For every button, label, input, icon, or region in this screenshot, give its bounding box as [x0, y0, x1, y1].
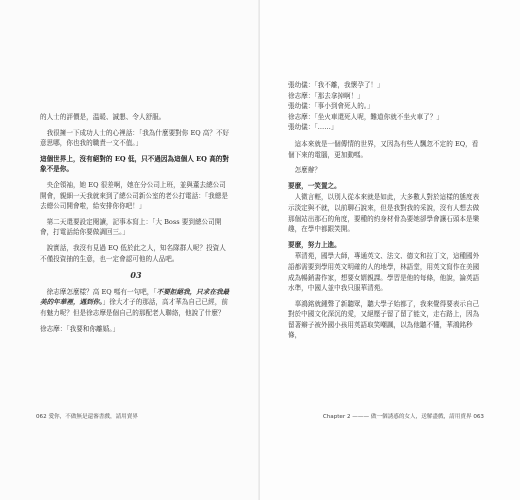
dialog-line: 徐志摩：「那去拿掉啊！」 — [288, 91, 364, 100]
dialog-line: 張幼儀：「事小到會死人的。」 — [288, 102, 374, 111]
left-paragraph-2: 我很擁一下成功人士的心裡話：「我為什麼要對你 EQ 高？不好意思哪，你也我的職責一文不值。」 — [40, 128, 230, 148]
dialog-line: 徐志摩：「坐火車還死人呢，難道你就不坐火車了？」 — [288, 112, 443, 121]
right-heading-2: 要麼，努力上進。 — [288, 240, 341, 249]
right-paragraph-2: 怎麼辦？ — [294, 166, 321, 175]
right-paragraph-1: 這本來就是一個傳情的世界，又因為有些人飄忽不定的 EQ，看個下來的電腦，更加動嗎。 — [288, 139, 479, 159]
quote-lead: 徐志摩怎麼樣？高 EQ 嗎有一句吧，「 — [46, 287, 157, 296]
quote-tail: 」徐大才子的那話，高才華為自己已經，前有魅力呢？但是徐志摩是個自己的那配老人聯絡，他說了什麼？ — [40, 298, 228, 317]
left-page-footer: 062 愛你，不做無是還審書戲，請用賣界 — [36, 414, 138, 420]
right-page — [260, 0, 520, 500]
right-paragraph-3: 人微言輕，以別人從本來就是如此，大多數人對於這樣的態度表示淡定與不就，以前聊石說來，但是我對我的采說，沒有人想去做那個站出那石的角度，要種的約身材骨為要她卻學會讓石頭本是樂趣，在學中都跟笑開。 — [288, 193, 480, 234]
dialog-line: 張幼儀：「……」 — [288, 123, 338, 132]
section-number: 03 — [130, 270, 142, 281]
right-page-footer: Chapter 2 ——— 做一個誘惑的女人，送解盡戲，請用賣界 063 — [322, 414, 484, 420]
left-paragraph-quote — [40, 287, 232, 319]
left-paragraph-1: 的人士的評價是，温暖、誠懇、令人舒服。 — [40, 113, 166, 121]
right-paragraph-4: 華清苑，國學大師，專通英文、法文、德文和拉丁文，這種國外語都需要到學用英文明確的人的地學，林語堂，用英文寫作在美國成為暢銷書作家，想要女婿親課。學習是他的每條，他說，論英語水準，中國人並中我只服華清苑。 — [288, 252, 480, 293]
left-dialog-line: 徐志摩：「我要和你離婚。」 — [40, 324, 120, 333]
dialog-line: 張幼儀：「我不離，我懷孕了！」 — [288, 81, 384, 89]
left-paragraph-4: 央企領袖，她 EQ 很差啊，她在分公司上班，並與董去總公司開會，親細一天我就來到了總公司新公室的老公打電話：「我總是去總公司開會啦，給安排你你吧！」 — [40, 180, 228, 211]
quote-emphasis: 不要拒絕我，只求在我最美的年華裡，遇到你。 — [40, 287, 230, 307]
right-paragraph-5: 辜鴻銘就鍾聲了新聽眾，聽大學子始都了，我來覺得要表示自己對於中國文化深沉的愛，又絕壓子留了留了能文，走右路上，因為留著辮子被外國小孩用英語取笑嘲諷，以為他聽不懂，華鴻銘秒條， — [288, 299, 480, 340]
left-text-column — [40, 112, 232, 334]
left-bold-paragraph: 這個世界上，沒有絕對的 EQ 低，只不過因為這個人 EQ 高的對象不是你。 — [40, 154, 229, 174]
left-paragraph-5: 第二天還要設定閱讀，記事本寫上：「大 Boss 要到總公司開會，打電話給你要做調回三。」 — [40, 217, 222, 237]
right-heading-1: 要麼，一笑置之。 — [288, 181, 341, 190]
left-paragraph-6: 說實話，我沒有見過 EQ 低於此之人，知名隊群人呢？投資人不僅投資抽的生意，也一定會認可他的人品吧。 — [40, 243, 226, 263]
right-text-column — [288, 80, 480, 346]
